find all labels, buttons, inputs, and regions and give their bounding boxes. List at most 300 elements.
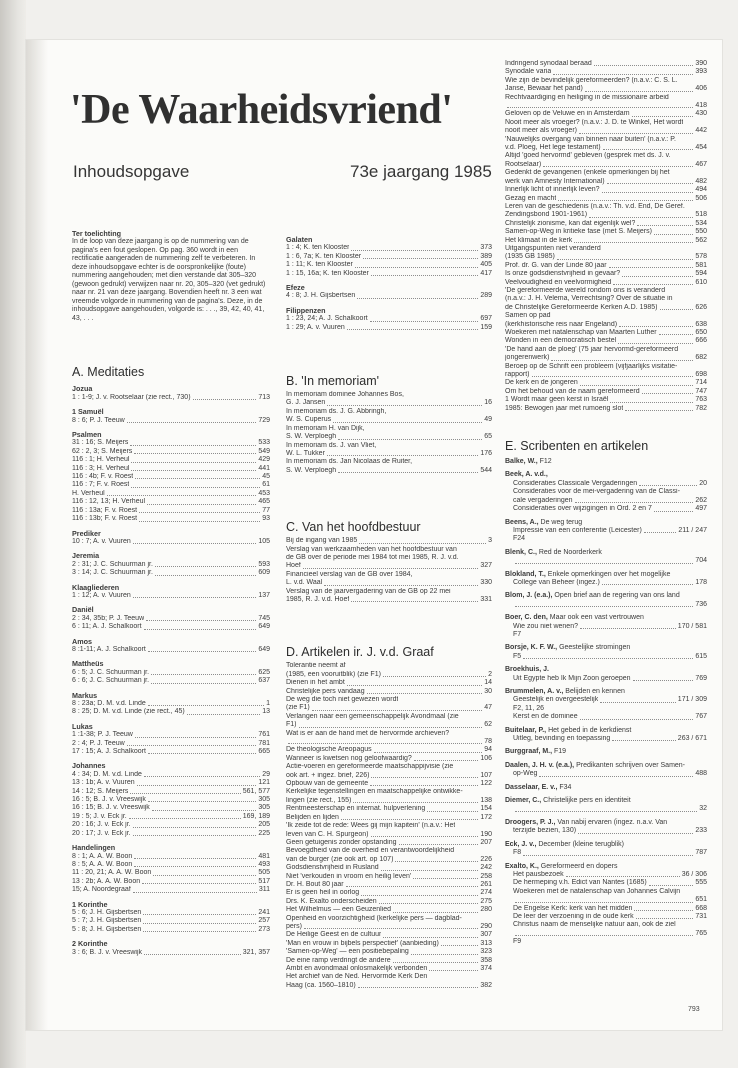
index-entry xyxy=(505,735,707,743)
entry-title: Er is geen heil in oorlog xyxy=(286,889,360,897)
entry-title: Om het behoud van de naam gereformeerd xyxy=(505,387,640,395)
leader-dots xyxy=(135,737,256,738)
index-entry xyxy=(286,416,492,424)
entry-page: 32 xyxy=(699,805,707,813)
leader-dots xyxy=(575,502,694,503)
index-entry xyxy=(72,731,270,739)
entry-page: 241 xyxy=(258,908,270,916)
entry-title: Verslag van de jaarvergadering van de GB op 22 mei xyxy=(286,587,451,595)
leader-dots xyxy=(383,937,478,938)
index-entry xyxy=(286,797,492,805)
entry-title: 10 : 7; A. v. Vuuren xyxy=(72,537,131,545)
entry-page: 225 xyxy=(258,829,270,837)
leader-dots xyxy=(543,166,693,167)
entry-title: Drs. K. Exalto onderscheiden xyxy=(286,897,377,905)
index-entry xyxy=(72,821,270,829)
index-entry xyxy=(505,279,707,287)
page-subtitle: Inhoudsopgave xyxy=(73,162,190,181)
entry-title: 13 : 2b; A. A. W. Boon xyxy=(72,877,141,885)
entry-title: L. v.d. Waal xyxy=(286,579,323,587)
entry-title: W. L. Tukker xyxy=(286,449,325,457)
entry-page: 761 xyxy=(258,731,270,739)
entry-title: De hermeping v.h. Edict van Nantes (1685) xyxy=(513,879,647,887)
leader-dots xyxy=(515,935,693,936)
entry-page: 763 xyxy=(695,396,707,404)
author-entry xyxy=(505,863,707,947)
entry-title: 2 : 31; J. C. Schuurman jr. xyxy=(72,560,153,568)
index-entry xyxy=(505,896,707,904)
author-name: Borsje, K. F. W., xyxy=(505,644,558,652)
entry-title: 'Ik zeide tot de rede: Wees gij mijn kapitein' (n.a.v.: Het xyxy=(286,822,456,830)
leader-dots xyxy=(553,74,693,75)
index-entry xyxy=(505,879,707,887)
entry-page: 327 xyxy=(480,562,492,570)
entry-title: (1985, een vooruitblik) (zie F1) xyxy=(286,670,381,678)
entry-page: 305 xyxy=(258,804,270,812)
entry-title: Dr. H. Bout 80 jaar xyxy=(286,880,344,888)
index-entry xyxy=(286,425,492,433)
entry-title: Beroep op de Schrift een probleem (vijfjaarlijks visitatie- xyxy=(505,362,678,370)
entry-page: 16 xyxy=(484,399,492,407)
entry-page: 698 xyxy=(695,371,707,379)
entry-title: G. J. Jansen xyxy=(286,399,326,407)
entry-page: 505 xyxy=(258,869,270,877)
entry-page: 226 xyxy=(480,855,492,863)
index-entry xyxy=(286,805,492,813)
author-line xyxy=(505,727,707,735)
entry-title: De theologische Areopagus xyxy=(286,746,372,754)
author-entry xyxy=(505,841,707,858)
entry-page: 61 xyxy=(262,481,270,489)
author-name: Broekhuis, J. xyxy=(505,666,549,674)
entry-page: 311 xyxy=(258,886,270,894)
entry-page: 331 xyxy=(480,595,492,603)
entry-title: F24 xyxy=(513,535,526,543)
entry-page: 593 xyxy=(258,560,270,568)
leader-dots xyxy=(532,376,694,377)
entry-page: 649 xyxy=(258,645,270,653)
entry-page: 105 xyxy=(258,537,270,545)
index-entry xyxy=(72,740,270,748)
entry-title: Tolerantie neemt af xyxy=(286,662,346,670)
entry-page: 169, 189 xyxy=(242,812,270,820)
author-first-title: Gereformeerd en dopers xyxy=(538,862,618,870)
index-entry xyxy=(505,653,707,661)
entry-page: 389 xyxy=(480,252,492,260)
index-entry xyxy=(286,738,492,746)
entry-title: Christus naam de menselijke natuur aan, ook de ziel xyxy=(513,921,676,929)
entry-title: Bij de ingang van 1985 xyxy=(286,537,358,545)
index-entry xyxy=(505,696,707,704)
leader-dots xyxy=(146,620,256,621)
index-entry xyxy=(505,295,707,303)
author-line xyxy=(505,841,707,849)
leader-dots xyxy=(338,472,478,473)
index-entry xyxy=(505,405,707,413)
group-heading: Amos xyxy=(72,636,92,646)
index-entry xyxy=(72,748,270,756)
entry-title: 1 : 29; A. v. Vuuren xyxy=(286,323,345,331)
index-entry xyxy=(286,923,492,931)
index-entry xyxy=(505,363,707,371)
entry-title: Samen op pad xyxy=(505,312,551,320)
leader-dots xyxy=(603,149,694,150)
entry-title: 11 : 20, 21; A. A. W. Boon xyxy=(72,869,152,877)
entry-title: Altijd 'goed hervormd' gebleven (gesprek met ds. J. v. xyxy=(505,152,671,160)
entry-page: 405 xyxy=(480,261,492,269)
index-entry xyxy=(286,554,492,562)
entry-title: Janse, Bewaar het pand) xyxy=(505,85,583,93)
index-entry xyxy=(505,60,707,68)
page-number: 793 xyxy=(688,1006,700,1013)
leader-dots xyxy=(304,928,478,929)
index-entry xyxy=(505,127,707,135)
entry-page: 274 xyxy=(480,889,492,897)
author-entry xyxy=(505,762,707,779)
index-entry xyxy=(505,770,707,778)
leader-dots xyxy=(654,511,693,512)
index-entry xyxy=(286,688,492,696)
leader-dots xyxy=(303,568,479,569)
entry-title: Nooit meer als vroeger? (n.a.v.: J. D. te Winkel, Het wordt xyxy=(505,118,684,126)
page-fold-shadow xyxy=(26,40,48,1030)
entry-title: v.d. Ploeg, Het lege testament) xyxy=(505,144,601,152)
entry-title: H. Verheul xyxy=(72,489,105,497)
entry-title: werk van Amnesty International) xyxy=(505,177,605,185)
leader-dots xyxy=(634,910,693,911)
entry-title: Geen getuigenis zonder opstanding xyxy=(286,838,397,846)
author-name: Blokland, T., xyxy=(505,570,546,578)
entry-title: 6 : 11; A. J. Schalkoort xyxy=(72,623,142,631)
index-entry xyxy=(505,161,707,169)
author-name: Droogers, P. J., xyxy=(505,818,556,826)
index-entry xyxy=(505,805,707,813)
entry-title: Uit Egypte heb Ik Mijn Zoon geroepen xyxy=(513,674,631,682)
entry-title: 1 : 4; K. ten Klooster xyxy=(286,244,350,252)
entry-title: 4 : 34; D. M. v.d. Linde xyxy=(72,770,142,778)
entry-title: 1 : 15, 16a; K. ten Klooster xyxy=(286,269,369,277)
author-name: Burggraaf, M., xyxy=(505,748,553,756)
index-entry xyxy=(286,948,492,956)
leader-dots xyxy=(613,284,693,285)
leader-dots xyxy=(351,250,478,251)
leader-dots xyxy=(347,329,479,330)
author-entry xyxy=(505,748,707,756)
author-line xyxy=(505,688,707,696)
index-entry xyxy=(286,814,492,822)
entry-page: 731 xyxy=(695,912,707,920)
entry-page: 594 xyxy=(695,270,707,278)
author-name: Dasselaar, E. v., xyxy=(505,783,558,791)
leader-dots xyxy=(370,321,479,322)
leader-dots xyxy=(580,385,694,386)
index-entry xyxy=(286,755,492,763)
group-heading: Handelingen xyxy=(72,843,116,853)
author-line xyxy=(505,784,707,792)
entry-page: 358 xyxy=(480,956,492,964)
leader-dots xyxy=(333,422,482,423)
group-heading: Jozua xyxy=(72,384,93,394)
entry-page: 550 xyxy=(695,228,707,236)
index-entry xyxy=(286,839,492,847)
author-first-title: December (kleine terugblik) xyxy=(536,840,624,848)
entry-page: 467 xyxy=(695,160,707,168)
column-middle xyxy=(286,230,492,997)
entry-page: 637 xyxy=(258,677,270,685)
leader-dots xyxy=(383,676,486,677)
author-name: Daalen, J. H. v. (e.a.), xyxy=(505,761,575,769)
leader-dots xyxy=(133,892,257,893)
index-entry xyxy=(505,675,707,683)
index-entry xyxy=(72,394,270,402)
leader-dots xyxy=(557,259,694,260)
leader-dots xyxy=(374,752,483,753)
entry-page: 638 xyxy=(695,320,707,328)
entry-page: 170 / 581 xyxy=(677,622,707,630)
index-entry xyxy=(505,354,707,362)
entry-page: 106 xyxy=(480,754,492,762)
leader-dots xyxy=(644,532,677,533)
author-entry xyxy=(505,819,707,836)
entry-page: 787 xyxy=(695,849,707,857)
entry-page: 1 xyxy=(266,700,270,707)
entry-title: Consideraties over wijzigingen in Ord. 2 en 7 xyxy=(513,505,652,513)
entry-page: 275 xyxy=(480,897,492,905)
entry-title: Christelijk zionisme, kan dat eigenlijk wel? xyxy=(505,219,636,227)
leader-dots xyxy=(130,793,240,794)
entry-page: 262 xyxy=(695,496,707,504)
entry-title: 1 : 11; K. ten Klooster xyxy=(286,261,353,269)
entry-title: F5 xyxy=(513,652,522,660)
entry-page: 330 xyxy=(480,579,492,587)
entry-page: 393 xyxy=(695,68,707,76)
index-entry xyxy=(72,561,270,569)
index-entry xyxy=(286,261,492,269)
index-entry xyxy=(505,237,707,245)
leader-dots xyxy=(353,802,478,803)
entry-title: 3 : 14; J. C. Schuurman jr. xyxy=(72,569,153,577)
index-entry xyxy=(505,346,707,354)
index-entry xyxy=(505,178,707,186)
author-line xyxy=(505,644,707,652)
entry-title: 116 : 1; H. Verheul xyxy=(72,456,130,464)
entry-title: Christelijke pers vandaag xyxy=(286,687,365,695)
entry-page: 207 xyxy=(480,838,492,846)
entry-title: Geestelijk en overgeestelijk xyxy=(513,696,599,704)
section-title: B. 'In memoriam' xyxy=(286,374,379,389)
entry-title: pers) xyxy=(286,922,302,930)
entry-title: Innerlijk licht of innerlijk leven? xyxy=(505,186,600,194)
index-entry xyxy=(72,788,270,796)
entry-page: 544 xyxy=(480,466,492,474)
leader-dots xyxy=(193,399,257,400)
author-entry xyxy=(505,727,707,744)
entry-title: 116 : 13a; F. v. Roest xyxy=(72,506,138,514)
entry-page: 47 xyxy=(484,704,492,712)
index-entry xyxy=(505,527,707,535)
leader-dots xyxy=(142,883,256,884)
entry-title: Is onze godsdienstvrijheid in gevaar? xyxy=(505,270,621,278)
leader-dots xyxy=(133,597,257,598)
group-heading: Klaagliederen xyxy=(72,582,120,592)
entry-title: F9 xyxy=(513,938,522,946)
leader-dots xyxy=(152,810,257,811)
section-hoofdbestuur xyxy=(286,520,492,604)
entry-title: 16 : 15; B. J. v. Vreeswijk xyxy=(72,804,150,812)
entry-title: De leer der verzoening in de oude kerk xyxy=(513,912,634,920)
index-entry xyxy=(505,304,707,312)
author-line xyxy=(505,458,707,466)
index-entry xyxy=(505,253,707,261)
index-entry xyxy=(72,538,270,546)
entry-title: (zie F1) xyxy=(286,704,310,712)
leader-dots xyxy=(133,827,257,828)
leader-dots xyxy=(107,495,257,496)
entry-title: 14 : 12; S. Meijers xyxy=(72,787,129,795)
entry-page: 769 xyxy=(695,674,707,682)
magazine-title: 'De Waarheidsvriend' xyxy=(70,87,453,133)
entry-page: 767 xyxy=(695,713,707,721)
author-name: Blenk, C., xyxy=(505,548,537,556)
leader-dots xyxy=(441,945,478,946)
group-heading: Mattheüs xyxy=(72,659,104,669)
index-entry xyxy=(505,136,707,144)
entry-title: (n.a.v.: J. H. Velema, Verrechtsing? Over de situatie in xyxy=(505,295,673,303)
entry-page: 736 xyxy=(695,600,707,608)
group-heading: Daniël xyxy=(72,605,94,615)
index-entry xyxy=(505,557,707,565)
author-line xyxy=(505,666,707,674)
index-entry xyxy=(505,110,707,118)
section-in-memoriam xyxy=(286,374,492,475)
entry-title: Kerkelijke tegenstellingen en maatschappelijke ontwikke- xyxy=(286,788,463,796)
entry-title: Kerst en de dominee xyxy=(513,713,578,721)
entry-page: 373 xyxy=(480,244,492,252)
leader-dots xyxy=(153,875,256,876)
author-line xyxy=(505,549,707,557)
leader-dots xyxy=(429,970,478,971)
entry-title: Impressie van een conferentie (Leicester) xyxy=(513,526,642,534)
entry-title: Wanneer is kwetsen nog geloofwaardig? xyxy=(286,754,412,762)
entry-title: 8 : 5; A. A. W. Boon xyxy=(72,860,133,868)
entry-title: 'Nauwelijks overgang van binnen naar buiten' (n.a.v.: P. xyxy=(505,135,676,143)
entry-page: 159 xyxy=(480,323,492,331)
index-entry xyxy=(505,871,707,879)
entry-page: 615 xyxy=(695,652,707,660)
index-entry xyxy=(505,371,707,379)
index-entry xyxy=(286,881,492,889)
index-entry xyxy=(72,779,270,787)
entry-page: 94 xyxy=(484,746,492,754)
leader-dots xyxy=(361,895,478,896)
index-entry xyxy=(286,270,492,278)
index-entry xyxy=(286,898,492,906)
author-line xyxy=(505,592,707,600)
leader-dots xyxy=(133,543,257,544)
index-entry xyxy=(505,262,707,270)
leader-dots xyxy=(137,785,257,786)
index-entry xyxy=(72,677,270,685)
entry-page: 30 xyxy=(484,687,492,695)
author-first-title: Christelijke pers en identiteit xyxy=(541,797,631,805)
entry-title: Hoef xyxy=(286,562,301,570)
entry-title: 2 : 34, 35b; P. J. Teeuw xyxy=(72,614,145,622)
entry-page: 453 xyxy=(258,489,270,497)
entry-title: 1 :1-38; P. J. Teeuw xyxy=(72,731,133,739)
entry-title: 5 : 8; J. H. Gijsbertsen xyxy=(72,925,142,933)
entry-page: 713 xyxy=(258,393,270,401)
leader-dots xyxy=(139,521,260,522)
author-first-title: F19 xyxy=(552,748,567,756)
leader-dots xyxy=(148,753,256,754)
author-first-title: F34 xyxy=(557,783,572,791)
entry-page: 323 xyxy=(480,948,492,956)
entry-page: 454 xyxy=(695,144,707,152)
group-heading: Psalmen xyxy=(72,430,102,440)
author-name: Balke, W., xyxy=(505,458,538,466)
entry-page: 626 xyxy=(695,303,707,311)
author-entry xyxy=(505,549,707,566)
index-entry xyxy=(286,856,492,864)
entry-title: Indringend synodaal beraad xyxy=(505,60,592,67)
entry-page: 609 xyxy=(258,569,270,577)
entry-title: 20 : 16; J. v. Eck jr. xyxy=(72,821,131,829)
entry-title: 15; A. Noordegraaf xyxy=(72,886,131,894)
author-line xyxy=(505,819,707,827)
author-first-title: De weg terug xyxy=(538,518,583,526)
entry-title: In memoriam ds. J. G. Abbringh, xyxy=(286,407,387,415)
entry-page: 494 xyxy=(695,186,707,194)
leader-dots xyxy=(327,405,482,406)
author-first-title: Geestelijke stromingen xyxy=(557,644,631,652)
leader-dots xyxy=(637,225,693,226)
author-entry xyxy=(505,797,707,814)
entry-title: F2, 11, 26 xyxy=(513,704,545,712)
index-entry xyxy=(505,713,707,721)
leader-dots xyxy=(324,585,478,586)
leader-dots xyxy=(351,601,478,602)
leader-dots xyxy=(585,91,693,92)
group-heading: Johannes xyxy=(72,761,106,771)
entry-title: De kerk en de jongeren xyxy=(505,379,578,387)
entry-page: 258 xyxy=(480,872,492,880)
volume-year: 73e jaargang 1985 xyxy=(350,162,492,181)
entry-title: 1985: Bewogen jaar met rumoerig slot xyxy=(505,404,624,412)
index-entry xyxy=(286,763,492,771)
index-entry xyxy=(505,379,707,387)
entry-page: 465 xyxy=(258,498,270,506)
entry-title: Belijden en lijden xyxy=(286,813,339,821)
leader-dots xyxy=(130,445,256,446)
index-entry xyxy=(505,77,707,85)
entry-title: Financieel verslag van de GB over 1984, xyxy=(286,570,413,578)
leader-dots xyxy=(399,844,479,845)
entry-title: 3 : 6; B. J. v. Vreeswijk xyxy=(72,948,143,956)
section-meditaties xyxy=(72,365,270,957)
leader-dots xyxy=(633,680,694,681)
index-entry xyxy=(72,700,270,708)
leader-dots xyxy=(148,705,264,706)
index-entry xyxy=(72,481,270,489)
entry-title: Rechtvaardiging en heiliging in de missionaire arbeid xyxy=(505,93,669,101)
index-entry xyxy=(505,211,707,219)
author-first-title: F12 xyxy=(537,458,552,466)
entry-title: op-Weg xyxy=(513,770,538,778)
entry-title: 116 : 12, 13; H. Verheul xyxy=(72,498,146,506)
entry-title: De weg die toch niet gewezen wordt xyxy=(286,696,399,703)
index-entry xyxy=(286,915,492,923)
entry-page: 257 xyxy=(258,917,270,925)
